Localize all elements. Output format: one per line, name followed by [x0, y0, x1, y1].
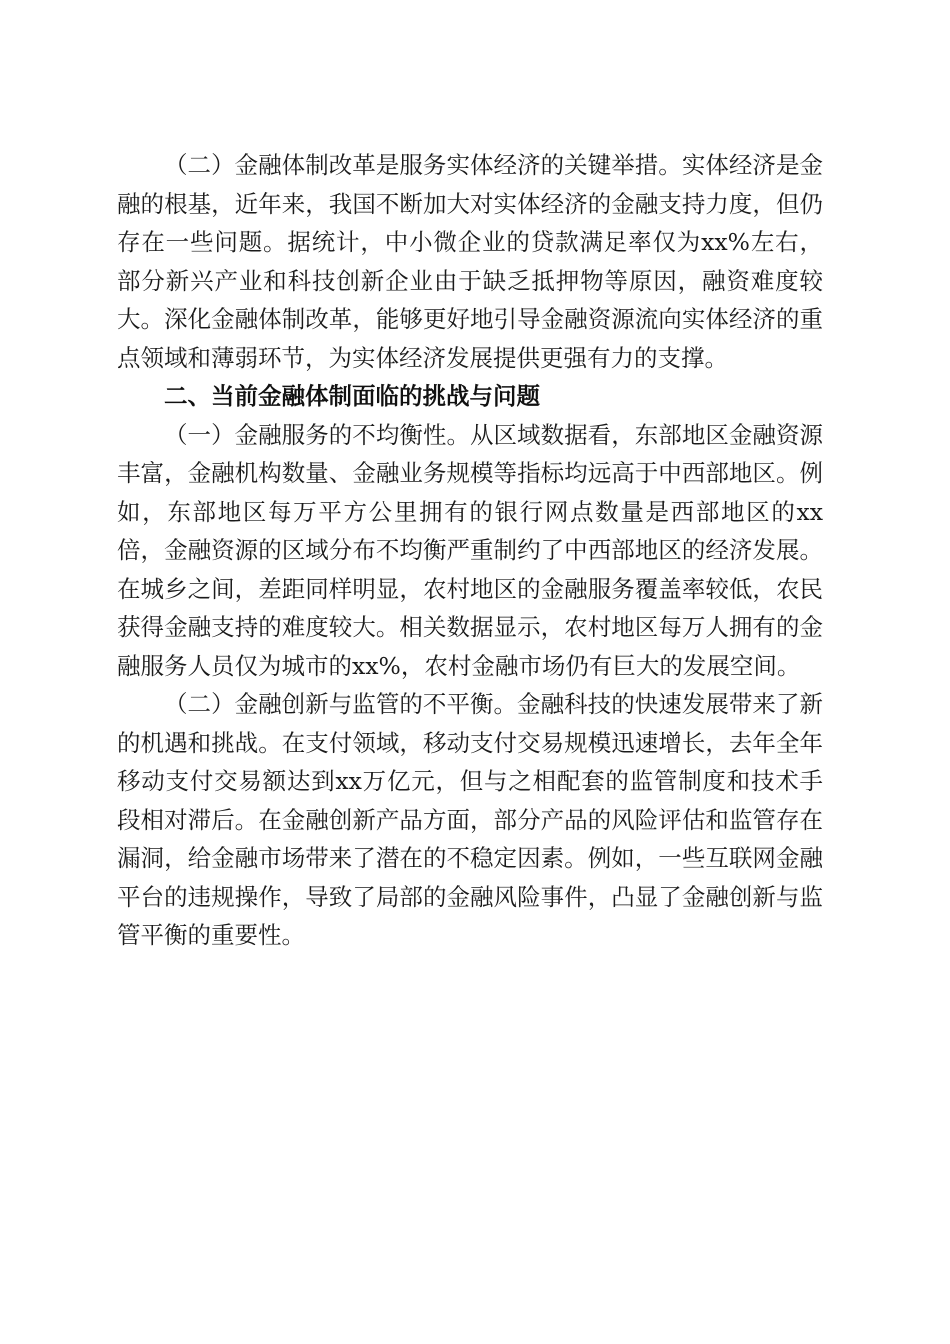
paragraph-service-imbalance: （一）金融服务的不均衡性。从区域数据看，东部地区金融资源丰富，金融机构数量、金融业务规模等指标均远高于中西部地区。例如，东部地区每万平方公里拥有的银行网点数量是西部地区的xx倍，金融资源的区域分布不均衡严重制约了中西部地区的经济发展。在城乡之间，差距同样明显，农村地区的金融服务覆盖率较低，农民获得金融支持的难度较大。相关数据显示，农村地区每万人拥有的金融服务人员仅为城市的xx%，农村金融市场仍有巨大的发展空间。 — [117, 420, 823, 680]
document-body — [117, 146, 823, 955]
paragraph-innovation-regulation-imbalance: （二）金融创新与监管的不平衡。金融科技的快速发展带来了新的机遇和挑战。在支付领域，移动支付交易规模迅速增长，去年全年移动支付交易额达到xx万亿元，但与之相配套的监管制度和技术手段相对滞后。在金融创新产品方面，部分产品的风险评估和监管存在漏洞，给金融市场带来了潜在的不稳定因素。例如，一些互联网金融平台的违规操作，导致了局部的金融风险事件，凸显了金融创新与监管平衡的重要性。 — [117, 690, 823, 949]
section-heading-challenges: 二、当前金融体制面临的挑战与问题 — [164, 382, 540, 410]
paragraph-financial-reform-real-economy: （二）金融体制改革是服务实体经济的关键举措。实体经济是金融的根基，近年来，我国不断加大对实体经济的金融支持力度，但仍存在一些问题。据统计，中小微企业的贷款满足率仅为xx%左右，部分新兴产业和科技创新企业由于缺乏抵押物等原因，融资难度较大。深化金融体制改革，能够更好地引导金融资源流向实体经济的重点领域和薄弱环节，为实体经济发展提供更强有力的支撑。 — [117, 151, 823, 372]
